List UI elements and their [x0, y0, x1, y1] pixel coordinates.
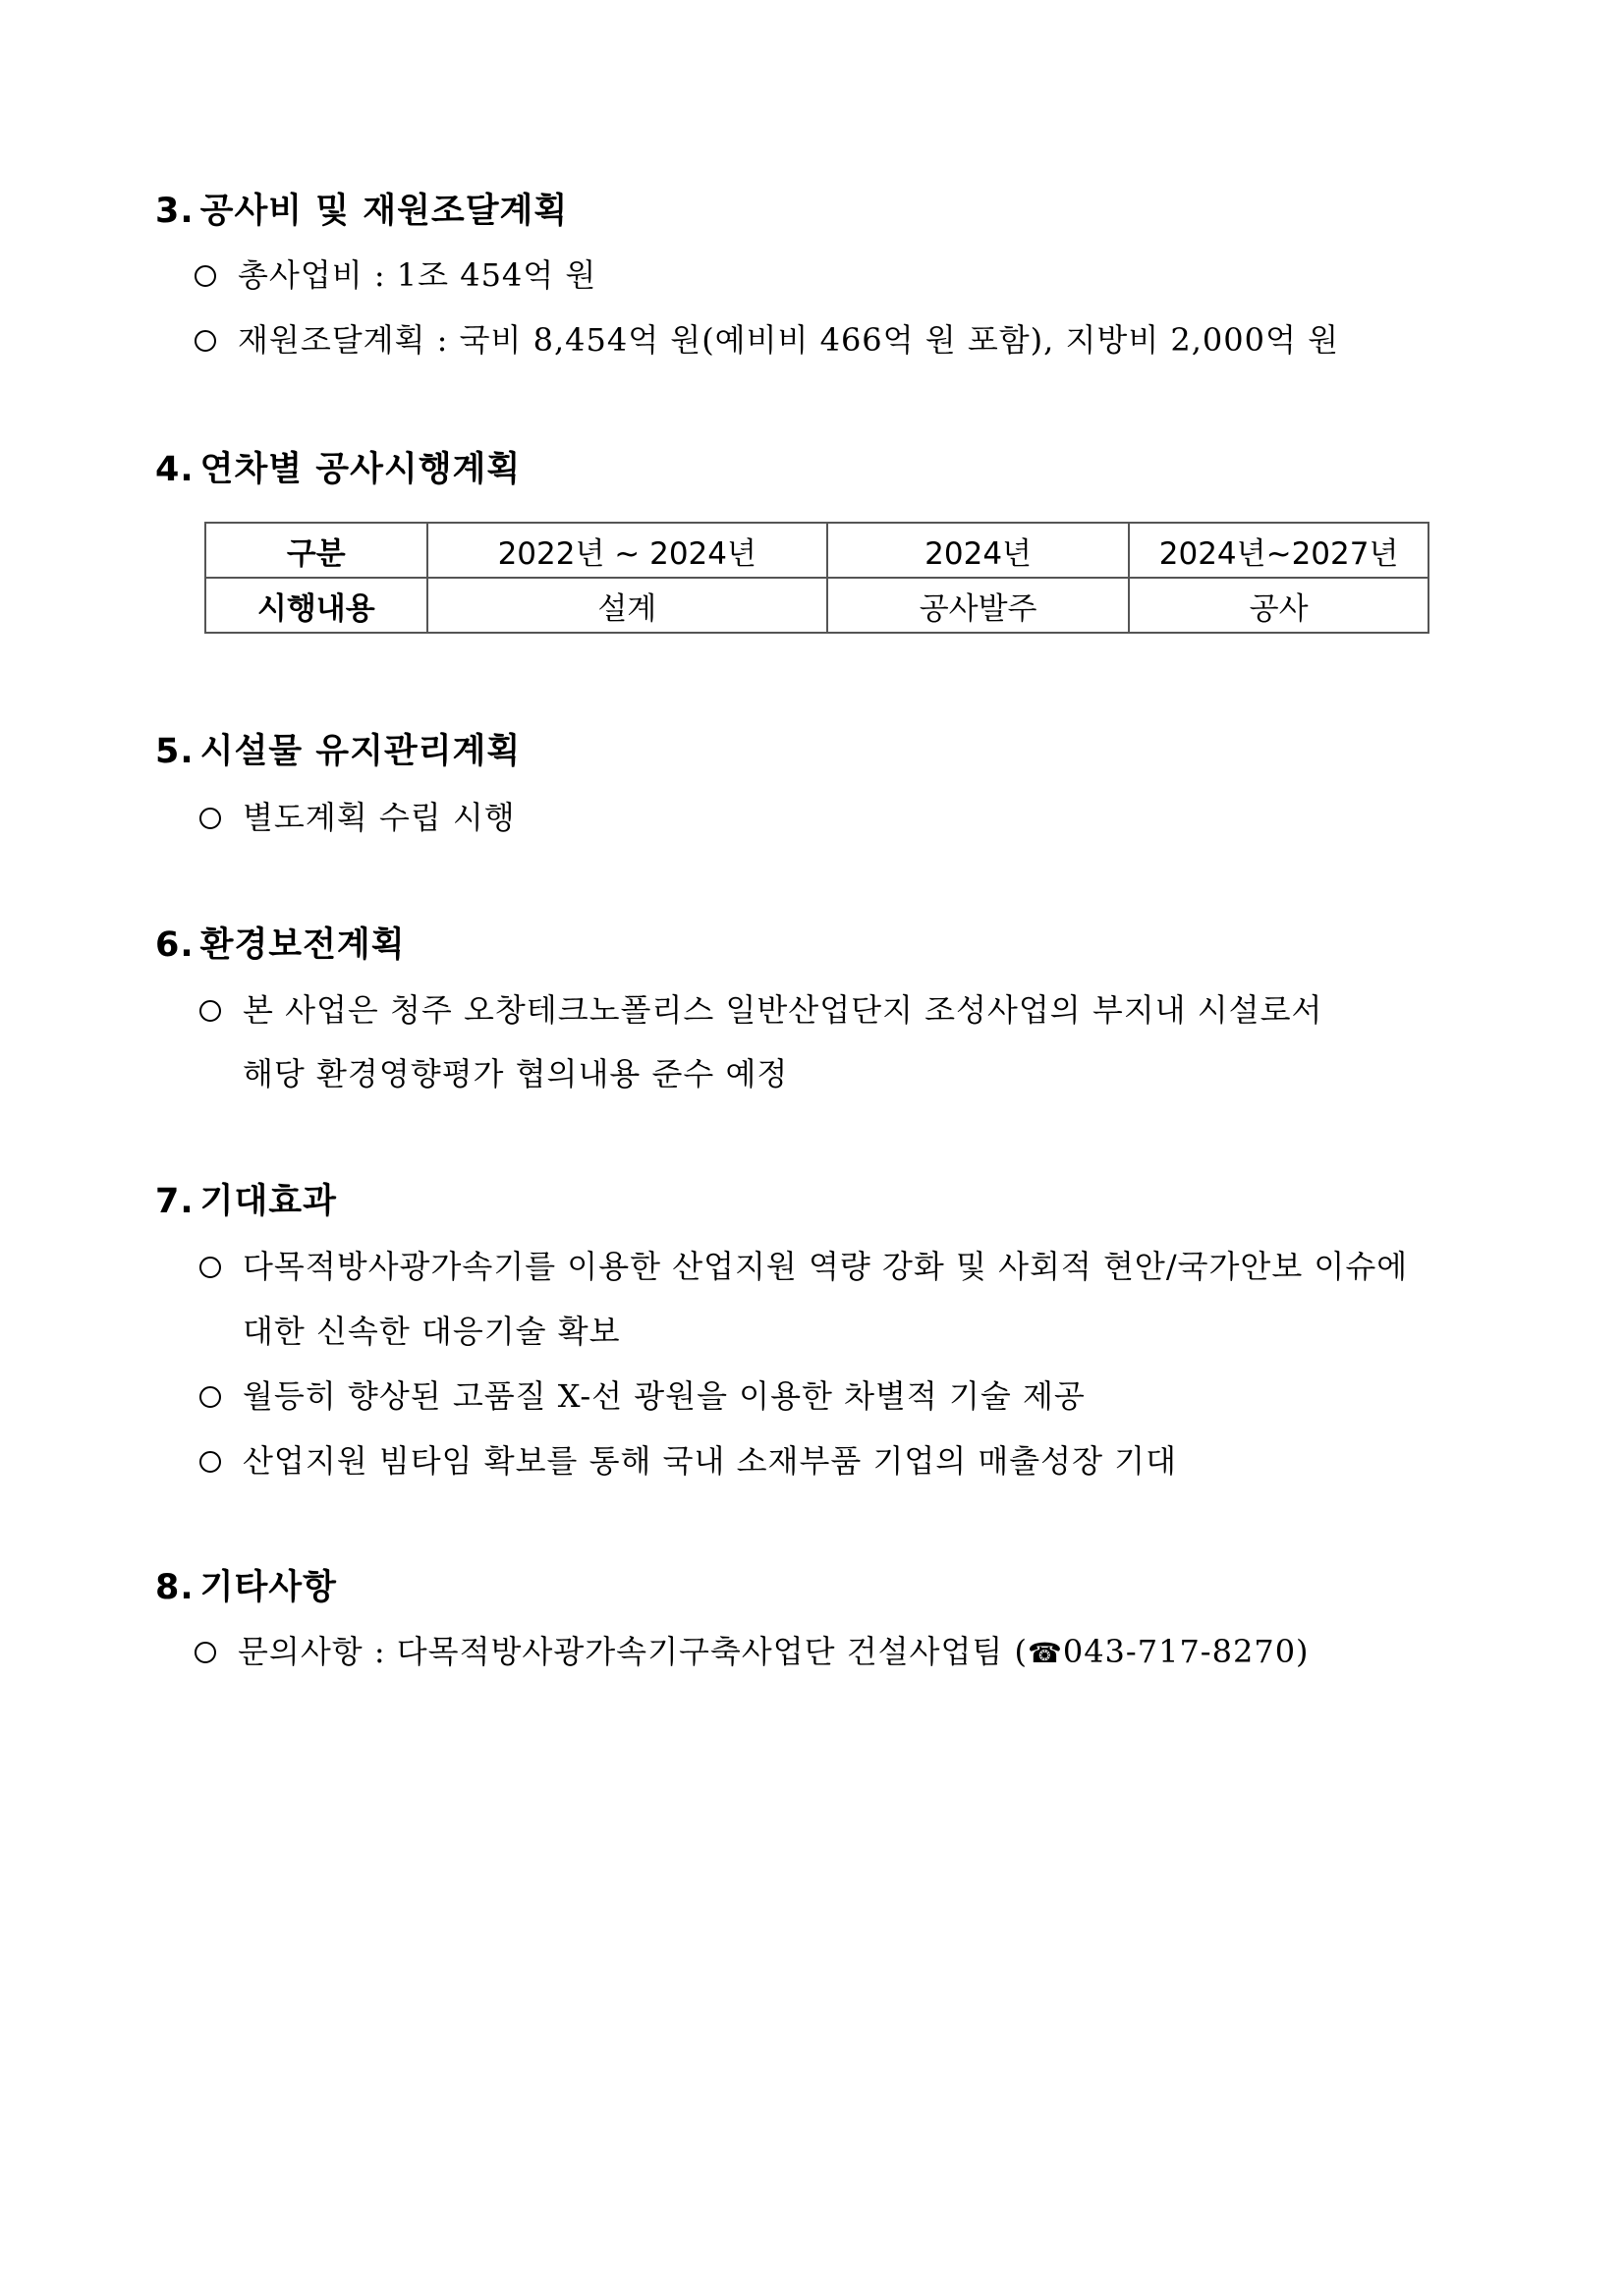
section-6-number: 6.	[155, 925, 195, 965]
table-cell: 공사	[1129, 578, 1428, 633]
circle-bullet-icon	[195, 265, 216, 287]
table-cell: 설계	[427, 578, 827, 633]
list-item: 총사업비 : 1조 454억 원	[195, 254, 596, 296]
list-item: 다목적방사광가속기를 이용한 산업지원 역량 강화 및 사회적 현안/국가안보 이슈에	[199, 1246, 1408, 1287]
phone-icon: ☎	[1027, 1637, 1063, 1669]
phone-number: 043-717-8270)	[1062, 1633, 1310, 1670]
circle-bullet-icon	[199, 1386, 221, 1408]
circle-bullet-icon	[195, 1642, 216, 1663]
section-7-number: 7.	[155, 1182, 195, 1221]
list-item-continuation: 대한 신속한 대응기술 확보	[243, 1313, 621, 1350]
circle-bullet-icon	[199, 1257, 221, 1278]
table-cell: 2024년~2027년	[1129, 523, 1428, 578]
list-item: 재원조달계획 : 국비 8,454억 원(예비비 466억 원 포함), 지방비 2,000억 원	[195, 319, 1339, 361]
section-5-title: 시설물 유지관리계획	[199, 732, 522, 771]
list-item: 별도계획 수립 시행	[199, 797, 516, 838]
table-row	[205, 578, 1428, 633]
table-row	[205, 523, 1428, 578]
section-7-heading	[155, 1180, 337, 1223]
section-4-number: 4.	[155, 450, 195, 489]
schedule-table	[204, 522, 1429, 634]
table-header-cell: 구분	[205, 523, 427, 578]
section-8-heading	[155, 1566, 337, 1609]
section-4-title: 연차별 공사시행계획	[199, 450, 522, 489]
list-item: 월등히 향상된 고품질 X-선 광원을 이용한 차별적 기술 제공	[199, 1375, 1086, 1417]
section-6-title: 환경보전계획	[199, 925, 406, 965]
circle-bullet-icon	[199, 1451, 221, 1473]
section-3-number: 3.	[155, 192, 195, 231]
list-item: 산업지원 빔타임 확보를 통해 국내 소재부품 기업의 매출성장 기대	[199, 1440, 1177, 1482]
section-6-heading	[155, 924, 406, 967]
list-item: 본 사업은 청주 오창테크노폴리스 일반산업단지 조성사업의 부지내 시설로서	[199, 989, 1322, 1031]
table-cell: 2024년	[827, 523, 1129, 578]
section-8-title: 기타사항	[199, 1568, 337, 1607]
section-3-heading	[155, 190, 568, 233]
section-5-number: 5.	[155, 732, 195, 771]
table-cell: 2022년 ~ 2024년	[427, 523, 827, 578]
section-8-number: 8.	[155, 1568, 195, 1607]
circle-bullet-icon	[199, 808, 221, 829]
circle-bullet-icon	[195, 330, 216, 352]
table-cell: 공사발주	[827, 578, 1129, 633]
table-header-cell: 시행내용	[205, 578, 427, 633]
list-item: 문의사항 : 다목적방사광가속기구축사업단 건설사업팀 (☎043-717-8270)	[195, 1631, 1310, 1674]
section-4-heading	[155, 448, 521, 491]
section-7-title: 기대효과	[199, 1182, 337, 1221]
circle-bullet-icon	[199, 1000, 221, 1022]
list-item-continuation: 해당 환경영향평가 협의내용 준수 예정	[243, 1055, 789, 1092]
section-3-title: 공사비 및 재원조달계획	[199, 192, 569, 231]
section-5-heading	[155, 730, 521, 773]
